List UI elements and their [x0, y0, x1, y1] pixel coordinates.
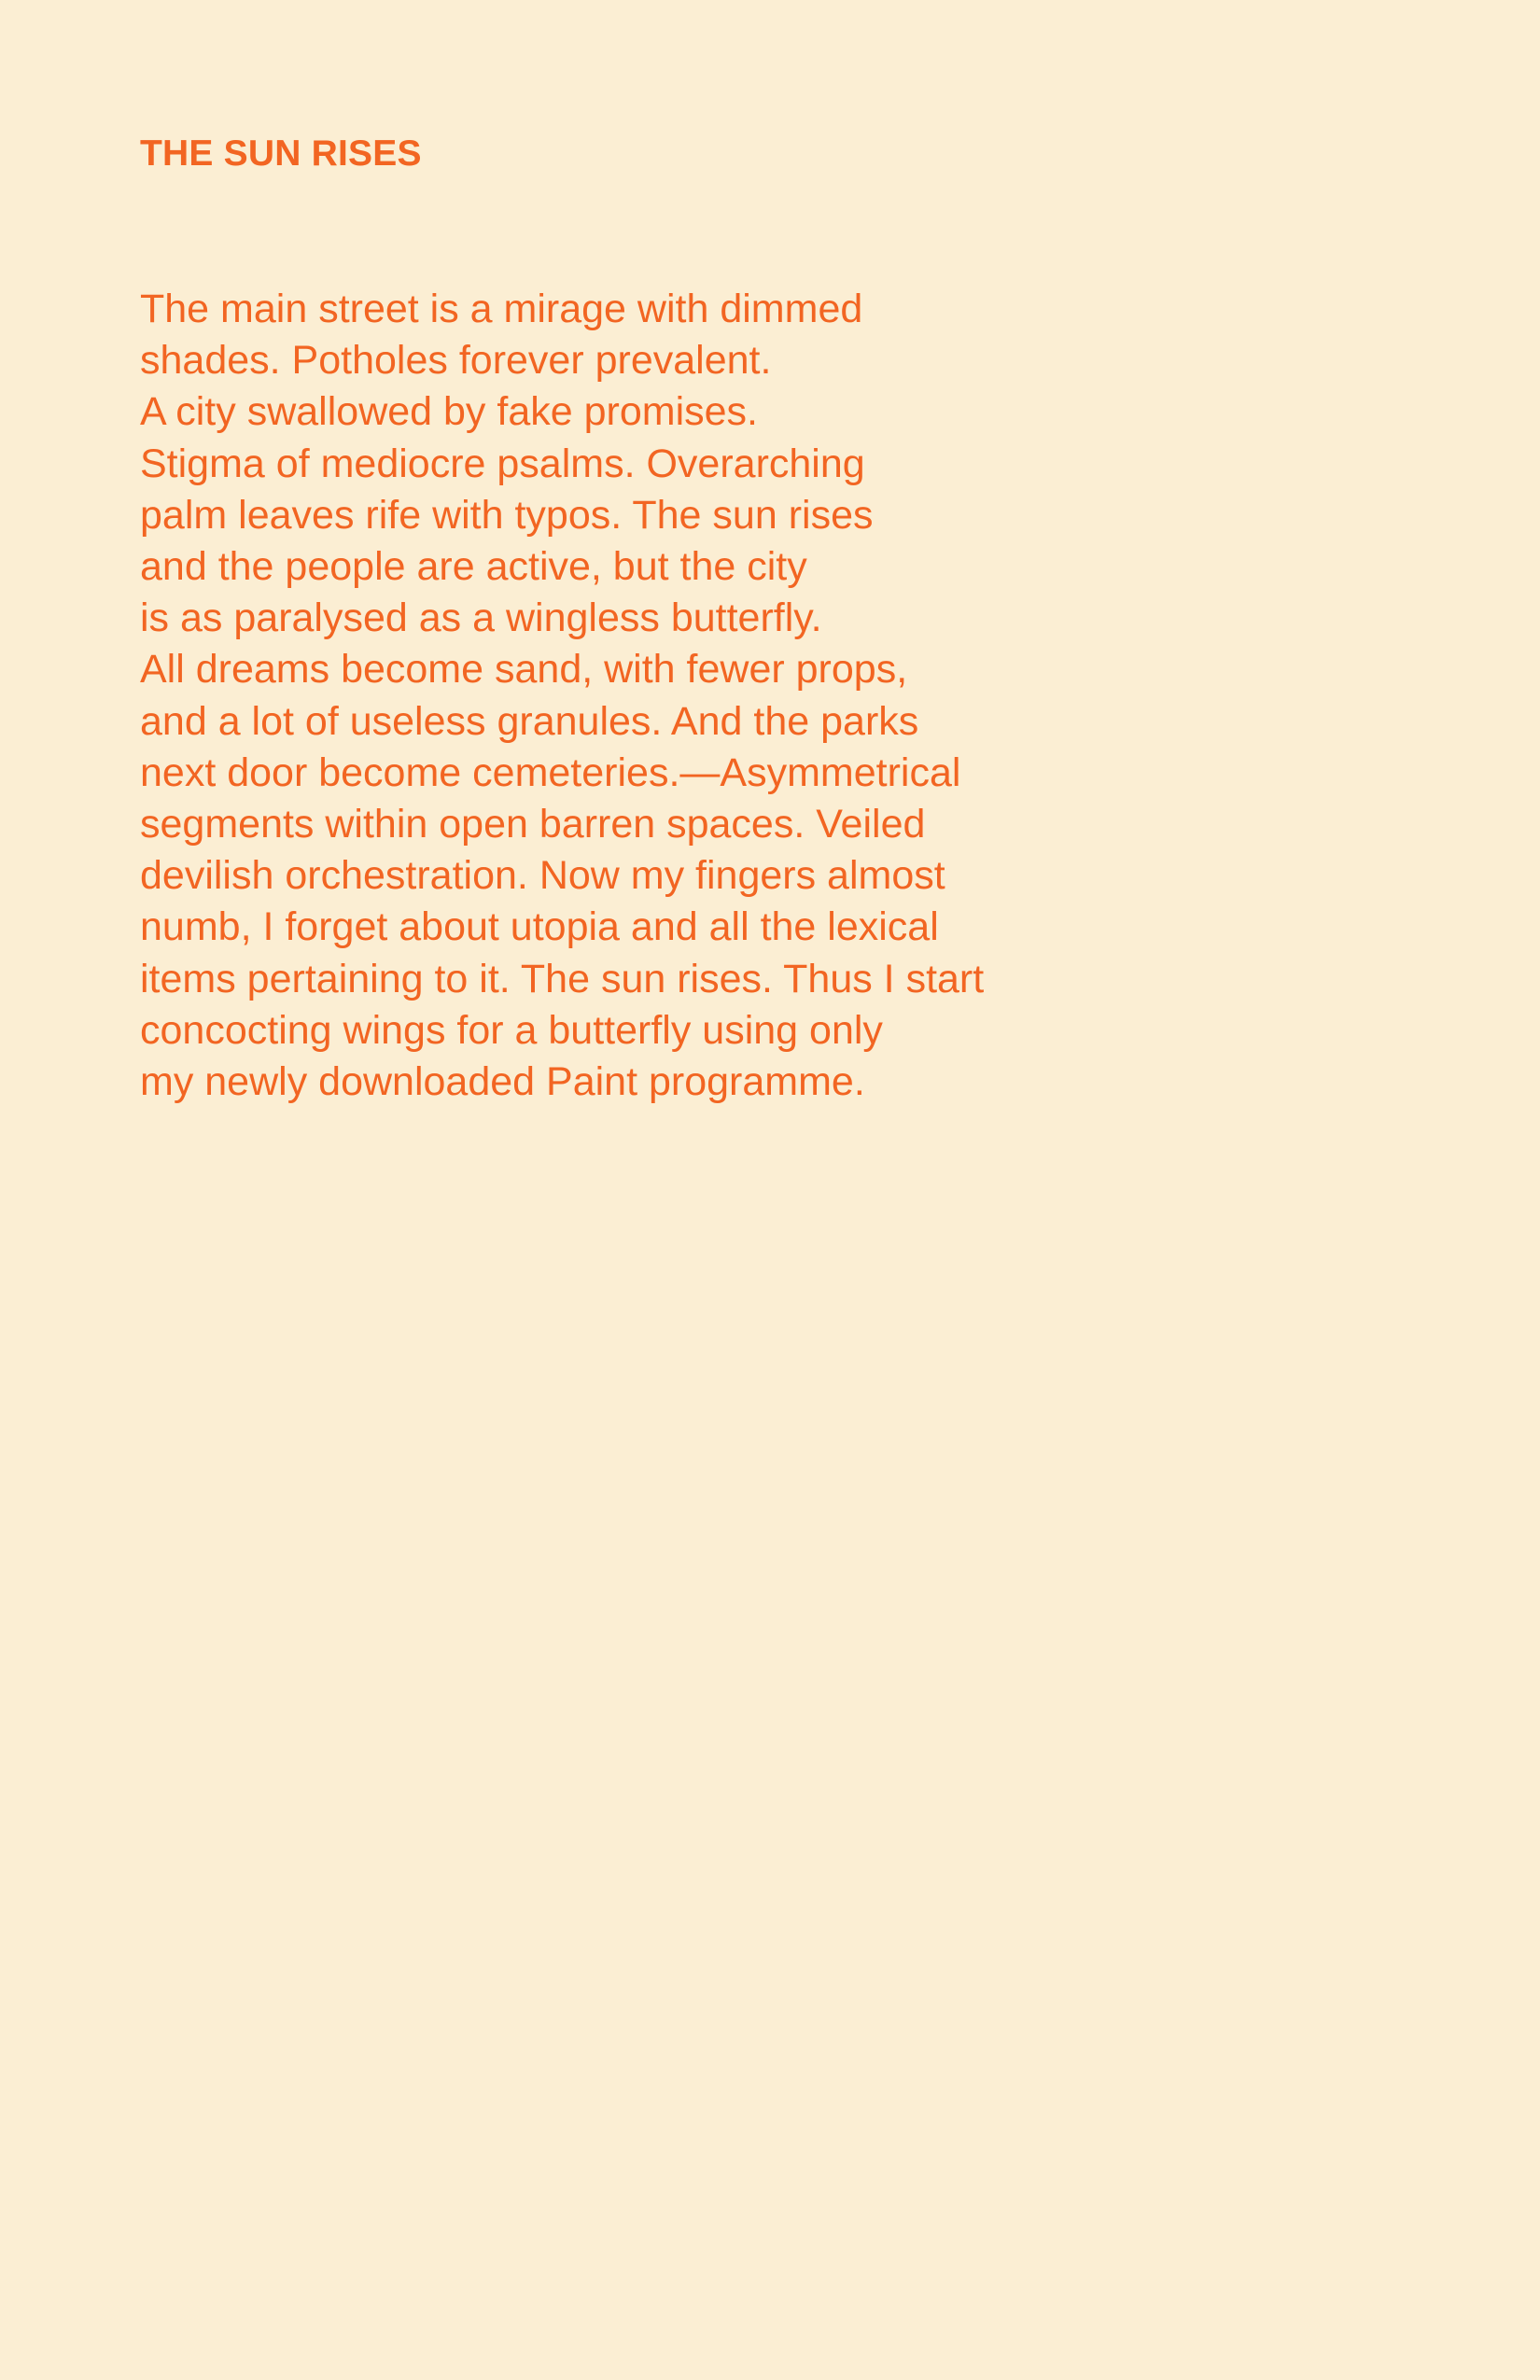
- poem-line: All dreams become sand, with fewer props,: [140, 647, 908, 693]
- poem-body: [140, 284, 984, 1108]
- poem-line: is as paralysed as a wingless butterfly.: [140, 595, 822, 641]
- poem-line: and the people are active, but the city: [140, 544, 807, 590]
- poem-line: items pertaining to it. The sun rises. Thus I start: [140, 956, 985, 1001]
- poem-line: shades. Potholes forever prevalent.: [140, 338, 772, 384]
- poem-line: A city swallowed by fake promises.: [140, 389, 758, 435]
- poem-line: devilish orchestration. Now my fingers almost: [140, 853, 945, 899]
- poem-line: numb, I forget about utopia and all the lexical: [140, 904, 939, 950]
- poem-line: segments within open barren spaces. Veiled: [140, 802, 926, 847]
- poem-line: and a lot of useless granules. And the parks: [140, 698, 919, 744]
- poem-line: palm leaves rife with typos. The sun rises: [140, 492, 874, 538]
- poem-line: concocting wings for a butterfly using only: [140, 1007, 883, 1053]
- poem-line: my newly downloaded Paint programme.: [140, 1059, 865, 1105]
- poem-line: Stigma of mediocre psalms. Overarching: [140, 441, 865, 486]
- poem-line: The main street is a mirage with dimmed: [140, 287, 863, 331]
- poem-title: THE SUN RISES: [140, 133, 422, 174]
- poem-line: next door become cemeteries.—Asymmetrical: [140, 749, 961, 795]
